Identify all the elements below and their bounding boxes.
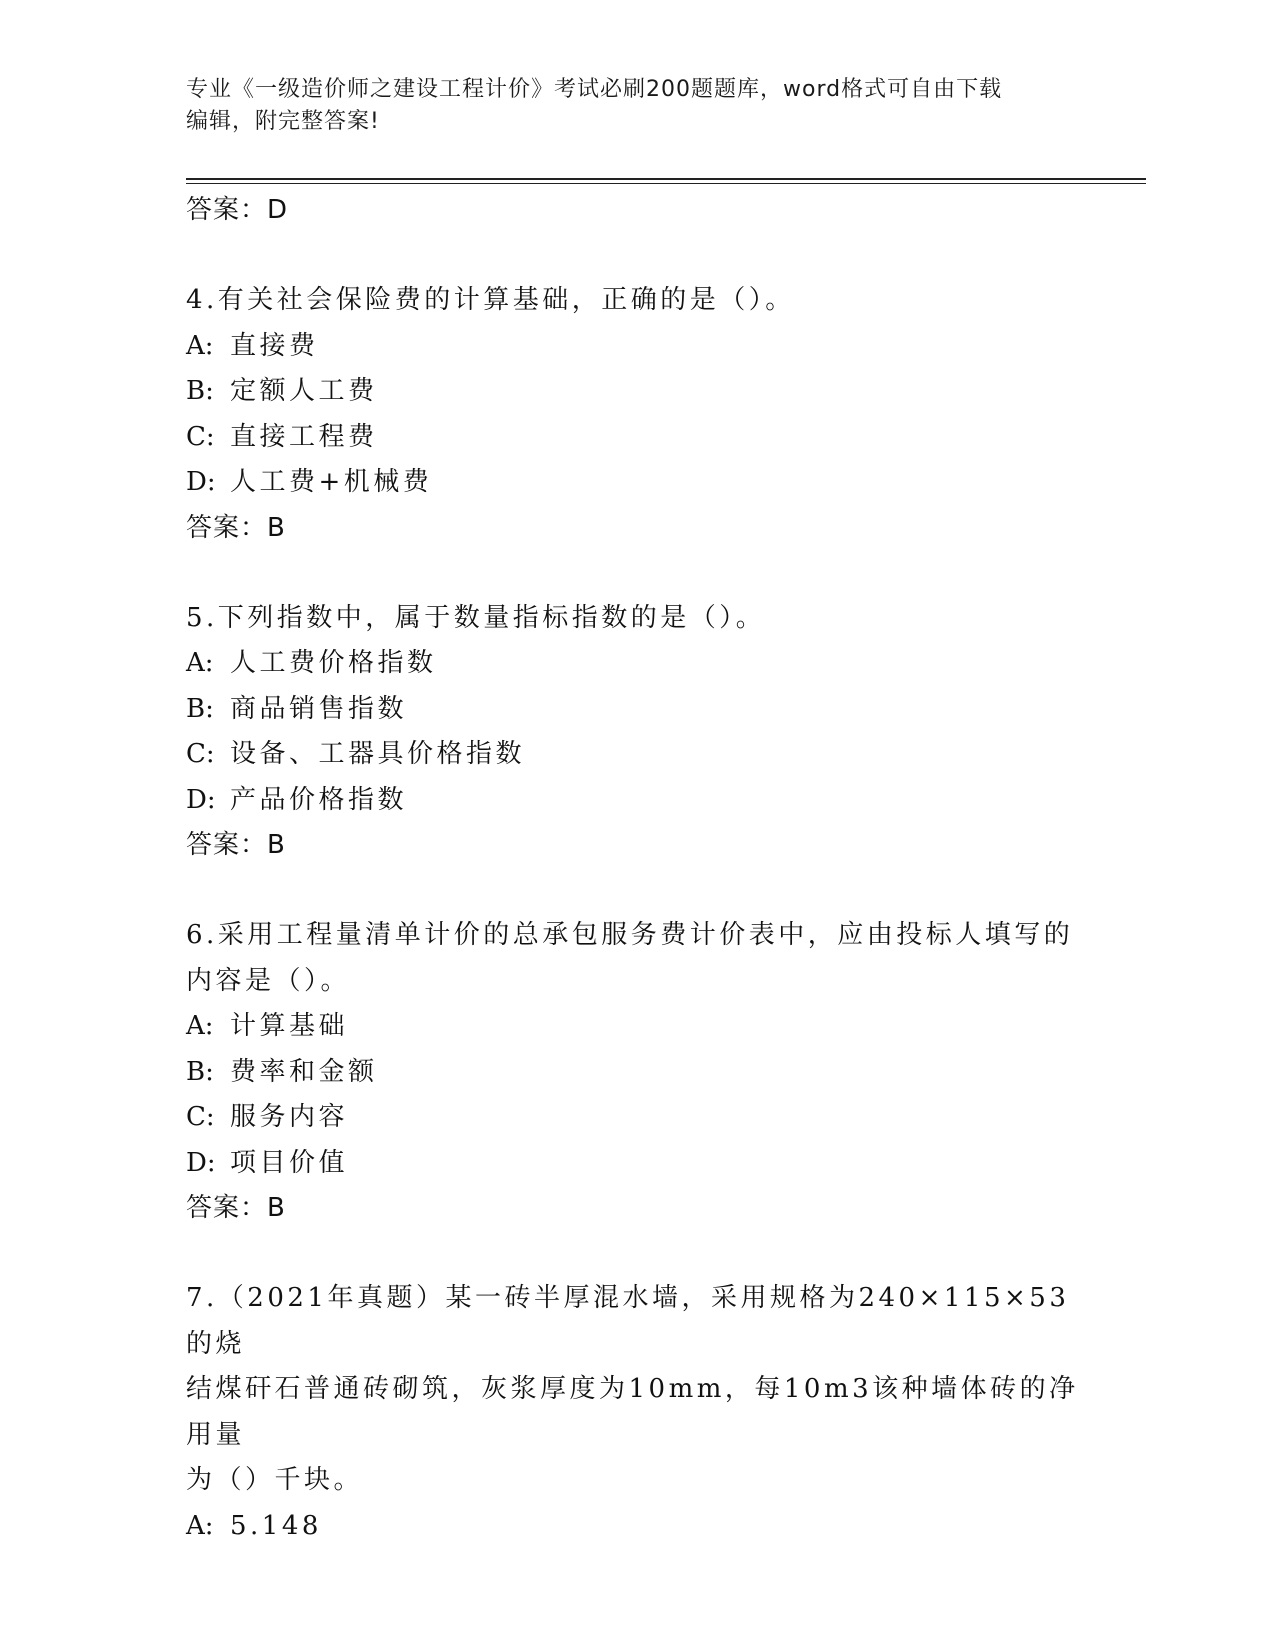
answer-line xyxy=(186,188,1086,233)
option-text: 项目价值 xyxy=(230,1147,349,1178)
answer-value: D xyxy=(267,195,289,225)
answer-value: B xyxy=(267,1193,286,1223)
question-stem-line: 结煤矸石普通砖砌筑，灰浆厚度为10mm，每10m3该种墙体砖的净用量 xyxy=(186,1374,1079,1450)
option-text: 费率和金额 xyxy=(230,1056,378,1087)
spacer xyxy=(186,1231,1086,1276)
question-block xyxy=(186,913,1086,1231)
option-c xyxy=(186,415,1086,461)
option-text: 人工费价格指数 xyxy=(230,648,437,678)
option-label: A: xyxy=(186,1510,214,1541)
option-d xyxy=(186,1141,1086,1187)
option-label: D: xyxy=(186,784,216,815)
answer-prefix: 答案： xyxy=(186,830,268,860)
spacer xyxy=(186,551,1086,596)
option-a xyxy=(186,1004,1086,1050)
option-c xyxy=(186,1095,1086,1141)
header-line-1: 专业《一级造价师之建设工程计价》考试必刷200题题库，word格式可自由下载 xyxy=(186,77,1003,102)
answer-prefix: 答案： xyxy=(186,195,268,225)
header-rule-thin xyxy=(186,183,1146,184)
answer-value: B xyxy=(267,830,286,860)
option-label: D: xyxy=(186,1147,216,1178)
option-b xyxy=(186,1050,1086,1096)
answer-prefix: 答案： xyxy=(186,512,268,543)
option-label: C: xyxy=(186,1102,215,1132)
option-text: 直接费 xyxy=(230,330,319,361)
option-label: B: xyxy=(186,693,214,724)
option-b xyxy=(186,369,1086,415)
question-list xyxy=(186,188,1086,1549)
question-stem-line: 内容是（）。 xyxy=(186,965,351,996)
page-header xyxy=(186,74,1066,138)
option-text: 人工费+机械费 xyxy=(230,467,433,497)
answer-value: B xyxy=(267,512,286,543)
question-stem-line: 为（）千块。 xyxy=(186,1465,364,1495)
header-rule-thick xyxy=(186,178,1146,180)
header-line-2: 编辑，附完整答案! xyxy=(186,109,380,134)
question-stem: 5.下列指数中，属于数量指标指数的是（）。 xyxy=(186,602,766,633)
spacer xyxy=(186,868,1086,913)
option-text: 计算基础 xyxy=(230,1011,349,1041)
option-text: 定额人工费 xyxy=(230,376,378,406)
option-c xyxy=(186,732,1086,778)
question-block xyxy=(186,1276,1086,1549)
option-text: 设备、工器具价格指数 xyxy=(230,739,526,769)
spacer xyxy=(186,233,1086,278)
option-label: C: xyxy=(186,421,215,452)
option-text: 5.148 xyxy=(230,1510,322,1541)
answer-line xyxy=(186,823,1086,868)
option-label: A: xyxy=(186,648,214,678)
option-a xyxy=(186,1504,1086,1550)
option-text: 商品销售指数 xyxy=(230,693,408,724)
option-label: C: xyxy=(186,739,215,769)
question-stem: 4.有关社会保险费的计算基础，正确的是（）。 xyxy=(186,285,795,315)
option-label: A: xyxy=(186,330,214,361)
question-block xyxy=(186,596,1086,869)
option-label: D: xyxy=(186,467,216,497)
option-text: 产品价格指数 xyxy=(230,784,408,815)
option-label: B: xyxy=(186,1056,214,1087)
answer-line xyxy=(186,506,1086,551)
question-block xyxy=(186,278,1086,551)
option-a xyxy=(186,641,1086,687)
option-d xyxy=(186,778,1086,824)
question-stem-line: 6.采用工程量清单计价的总承包服务费计价表中，应由投标人填写的 xyxy=(186,920,1074,950)
option-a xyxy=(186,324,1086,370)
option-b xyxy=(186,687,1086,733)
option-d xyxy=(186,460,1086,506)
answer-line xyxy=(186,1186,1086,1231)
option-text: 服务内容 xyxy=(230,1102,349,1132)
option-text: 直接工程费 xyxy=(230,421,378,452)
option-label: A: xyxy=(186,1011,214,1041)
option-label: B: xyxy=(186,376,214,406)
answer-prefix: 答案： xyxy=(186,1193,268,1223)
question-stem-line: 7.（2021年真题）某一砖半厚混水墙，采用规格为240×115×53的烧 xyxy=(186,1283,1070,1359)
